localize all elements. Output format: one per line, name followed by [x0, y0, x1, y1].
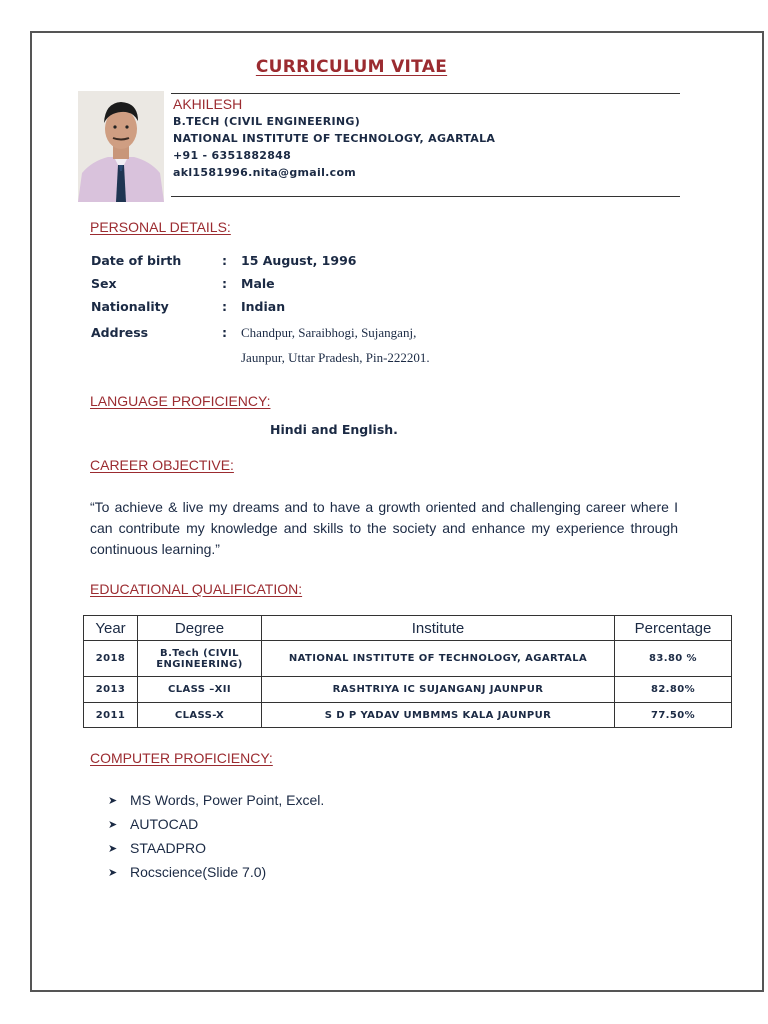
list-item — [108, 812, 324, 836]
institute-cell: RASHTRIYA IC SUJANGANJ JAUNPUR — [262, 677, 615, 703]
language-text: Hindi and English. — [270, 422, 398, 437]
sex-value: Male — [241, 276, 275, 291]
sex-label: Sex — [91, 276, 117, 291]
arrowhead-bullet-icon: ➤ — [108, 866, 118, 879]
header-rule-bottom — [171, 196, 680, 197]
nationality-colon: : — [222, 299, 227, 314]
degree-line-2: ENGINEERING) — [156, 658, 243, 670]
dob-label: Date of birth — [91, 253, 182, 268]
list-item — [108, 836, 324, 860]
year-cell: 2011 — [84, 703, 138, 728]
candidate-name: AKHILESH — [173, 96, 243, 112]
education-heading: EDUCATIONAL QUALIFICATION: — [90, 581, 303, 597]
candidate-email: akl1581996.nita@gmail.com — [173, 166, 357, 179]
sex-colon: : — [222, 276, 227, 291]
skill-text: STAADPRO — [130, 840, 206, 856]
arrowhead-bullet-icon: ➤ — [108, 842, 118, 855]
percentage-cell: 77.50% — [615, 703, 732, 728]
nationality-value: Indian — [241, 299, 286, 314]
language-heading: LANGUAGE PROFICIENCY: — [90, 393, 271, 409]
column-header-year: Year — [84, 616, 138, 641]
column-header-institute: Institute — [262, 616, 615, 641]
degree-cell — [138, 641, 262, 677]
career-objective-heading: CAREER OBJECTIVE: — [90, 457, 234, 473]
institute-cell: S D P YADAV UMBMMS KALA JAUNPUR — [262, 703, 615, 728]
address-colon: : — [222, 325, 227, 340]
candidate-institute: NATIONAL INSTITUTE OF TECHNOLOGY, AGARTALA — [173, 132, 496, 145]
table-row — [84, 641, 732, 677]
address-line-1: Chandpur, Saraibhogi, Sujanganj, — [241, 325, 417, 340]
year-cell: 2013 — [84, 677, 138, 703]
column-header-degree: Degree — [138, 616, 262, 641]
percentage-cell: 82.80% — [615, 677, 732, 703]
year-cell: 2018 — [84, 641, 138, 677]
column-header-percentage: Percentage — [615, 616, 732, 641]
career-objective-text: “To achieve & live my dreams and to have a growth oriented and challenging career where I can contribute my knowledge and skills to the society and enhance my experience through continuous learning.” — [90, 499, 678, 557]
address-label: Address — [91, 325, 149, 340]
degree-cell: CLASS –XII — [138, 677, 262, 703]
institute-cell: NATIONAL INSTITUTE OF TECHNOLOGY, AGARTALA — [262, 641, 615, 677]
dob-value: 15 August, 1996 — [241, 253, 357, 268]
address-line-2: Jaunpur, Uttar Pradesh, Pin-222201. — [241, 350, 430, 365]
arrowhead-bullet-icon: ➤ — [108, 818, 118, 831]
profile-photo — [78, 91, 164, 202]
table-header-row — [84, 616, 732, 641]
skill-text: Rocscience(Slide 7.0) — [130, 864, 267, 880]
list-item — [108, 788, 324, 812]
personal-details-heading: PERSONAL DETAILS: — [90, 219, 231, 235]
nationality-label: Nationality — [91, 299, 169, 314]
arrowhead-bullet-icon: ➤ — [108, 794, 118, 807]
degree-cell: CLASS-X — [138, 703, 262, 728]
candidate-degree: B.TECH (CIVIL ENGINEERING) — [173, 115, 361, 128]
degree-line-1: B.Tech (CIVIL — [160, 647, 239, 659]
table-row — [84, 703, 732, 728]
candidate-phone: +91 - 6351882848 — [173, 149, 292, 162]
skill-text: MS Words, Power Point, Excel. — [130, 792, 325, 808]
document-title: CURRICULUM VITAE — [255, 57, 448, 77]
computer-proficiency-heading: COMPUTER PROFICIENCY: — [90, 750, 273, 766]
header-rule-top — [171, 93, 680, 94]
education-table — [83, 615, 732, 728]
table-row — [84, 677, 732, 703]
list-item — [108, 860, 324, 884]
percentage-cell: 83.80 % — [615, 641, 732, 677]
dob-colon: : — [222, 253, 227, 268]
skill-text: AUTOCAD — [130, 816, 199, 832]
skills-list — [108, 788, 324, 884]
